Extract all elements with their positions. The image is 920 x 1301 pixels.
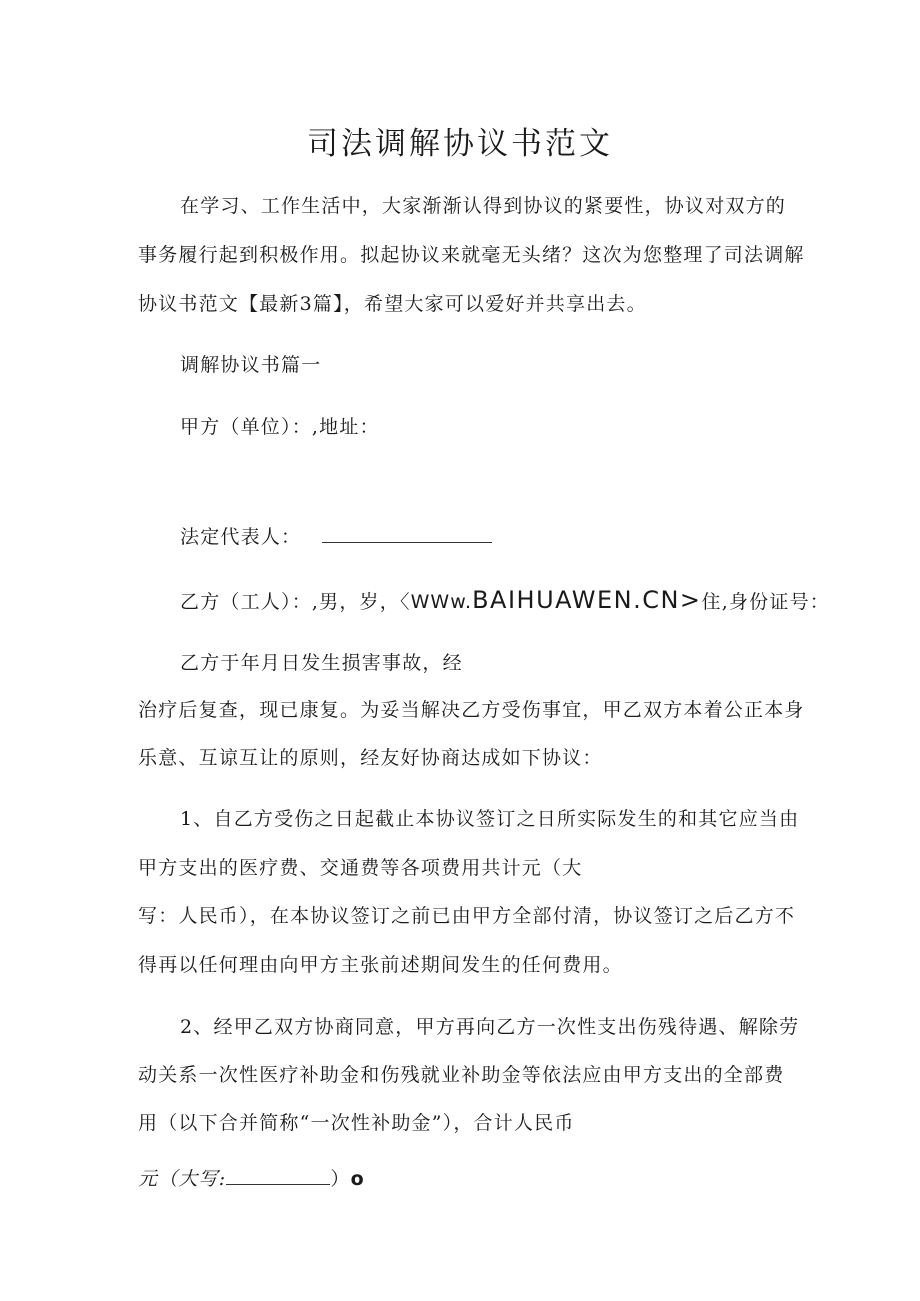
clause2-line-2: 动关系一次性医疗补助金和伤残就业补助金等依法应由甲方支出的全部费: [138, 1064, 785, 1086]
last-line: [138, 1166, 365, 1192]
intro-line-1: 在学习、工作生活中，大家渐渐认得到协议的紧要性，协议对双方的: [180, 195, 787, 217]
clause1-line-3: 写：人民币），在本协议签订之前已由甲方全部付清，协议签订之后乙方不: [138, 905, 796, 927]
last-line-suffix: ）: [330, 1168, 351, 1190]
clause2-line-3: 用（以下合并简称“一次性补助金”），合计人民币: [138, 1112, 575, 1134]
party-b-suffix: 住,身份证号：: [701, 591, 830, 613]
last-line-end: o: [350, 1168, 365, 1190]
party-a-line: 甲方（单位）：,地址：: [180, 416, 380, 438]
legal-rep-label: 法定代表人：: [180, 526, 302, 548]
legal-rep-blank[interactable]: [322, 524, 492, 543]
clause1-line-2: 甲方支出的医疗费、交通费等各项费用共计元（大: [138, 857, 583, 879]
legal-rep-line: [180, 524, 492, 550]
section-heading: 调解协议书篇一: [180, 354, 322, 376]
intro-line-2: 事务履行起到积极作用。拟起协议来就毫无头绪？这次为您整理了司法调解: [138, 244, 805, 266]
intro-line-3: 协议书范文【最新3篇】，希望大家可以爱好并共享出去。: [138, 293, 647, 315]
party-b-line: [180, 587, 830, 615]
party-b-prefix: 乙方（工人）：,男，岁，〈: [180, 591, 411, 613]
clause1-line-1: 1、自乙方受伤之日起截止本协议签订之日所实际发生的和其它应当由: [180, 808, 800, 830]
last-line-prefix: 元（大写:: [138, 1168, 227, 1190]
accident-line: 乙方于年月日发生损害事故，经: [180, 652, 463, 674]
party-b-url-small: WWw.: [410, 591, 473, 613]
clause1-line-4: 得再以任何理由向甲方主张前述期间发生的任何费用。: [138, 954, 623, 976]
treatment-line-2: 乐意、互谅互让的原则，经友好协商达成如下协议：: [138, 747, 603, 769]
clause2-line-1: 2、经甲乙双方协商同意，甲方再向乙方一次性支出伤残待遇、解除劳: [180, 1016, 800, 1038]
document-title: 司法调解协议书范文: [307, 126, 613, 162]
treatment-line-1: 治疗后复查，现已康复。为妥当解决乙方受伤事宜，甲乙双方本着公正本身: [138, 699, 805, 721]
amount-blank[interactable]: [226, 1166, 330, 1185]
party-b-url-big: BAIHUAWEN.CN>: [472, 586, 702, 614]
